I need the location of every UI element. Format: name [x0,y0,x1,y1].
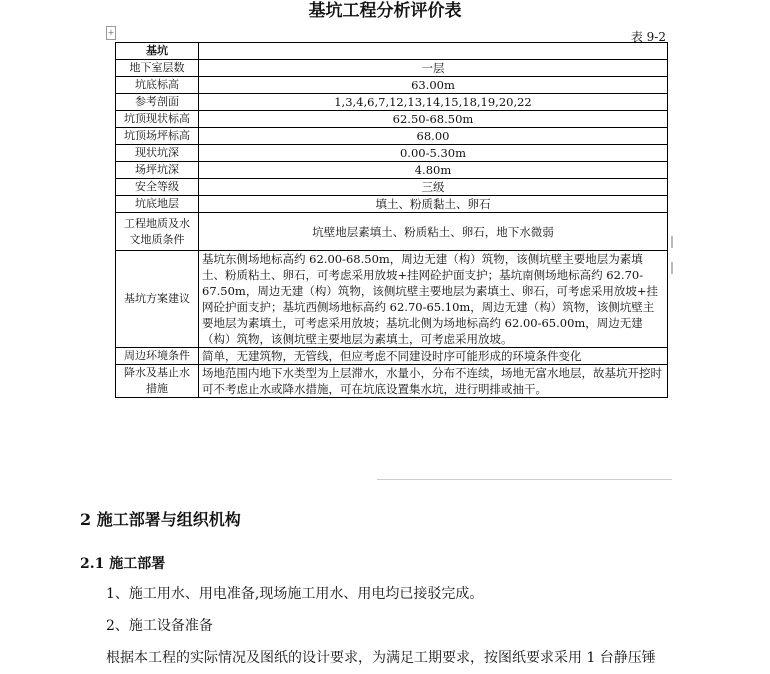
table-row [116,111,668,128]
table-row [116,77,668,94]
subsection-heading: 2.1 施工部署 [80,556,166,572]
table-row [116,179,668,196]
paragraph: 2、施工设备准备 [106,618,213,634]
table-row [116,251,668,348]
paragraph: 1、施工用水、用电准备,现场施工用水、用电均已接驳完成。 [106,586,484,602]
table-row [116,60,668,77]
table-row [116,348,668,365]
table-row [116,94,668,111]
row-value: 68.00 [199,128,668,145]
paragraph: 根据本工程的实际情况及图纸的设计要求，为满足工期要求，按图纸要求采用 1 台静压锤 [106,650,656,666]
row-value: 简单，无建筑物，无管线，但应考虑不同建设时序可能形成的环境条件变化 [199,348,668,365]
row-label: 坑顶现状标高 [116,111,199,128]
table-header-value [199,43,668,60]
row-label: 现状坑深 [116,145,199,162]
row-value: 基坑东侧场地标高约 62.00-68.50m，周边无建（构）筑物，该侧坑壁主要地层为素填土、粉质粘土、卵石，可考虑采用放坡+挂网砼护面支护；基坑南侧场地标高约 62.70-67.50m，周边无建（构）筑物，该侧坑壁主要地层为素填土、卵石，可考虑采用放坡+挂网砼护面支护；基坑西侧场地标高约 62.70-65.10m，周边无建（构）筑物，该侧坑壁主要地层为素填土，可考虑采用放坡；基坑北侧为场地标高约 62.00-65.00m，周边无建（构）筑物，该侧坑壁主要地层为素填土，可考虑采用放坡。 [199,251,668,348]
row-value: 0.00-5.30m [199,145,668,162]
row-label: 降水及基止水措施 [116,365,199,398]
row-value: 三级 [199,179,668,196]
row-label: 周边环境条件 [116,348,199,365]
row-value: 一层 [199,60,668,77]
row-label: 安全等级 [116,179,199,196]
section-heading: 2 施工部署与组织机构 [80,510,241,529]
row-label: 参考剖面 [116,94,199,111]
row-label: 场坪坑深 [116,162,199,179]
document-title: 基坑工程分析评价表 [308,1,462,21]
row-value: 坑壁地层素填土、粉质粘土、卵石，地下水微弱 [199,213,668,251]
row-value: 63.00m [199,77,668,94]
table-row [116,196,668,213]
row-value: 1,3,4,6,7,12,13,14,15,18,19,20,22 [199,94,668,111]
row-label: 工程地质及水文地质条件 [116,213,199,251]
table-row [116,162,668,179]
table-resize-handle[interactable] [377,479,672,488]
table-row [116,43,668,60]
row-label: 地下室层数 [116,60,199,77]
row-value: 场地范围内地下水类型为上层滞水，水量小，分布不连续，场地无富水地层，故基坑开挖时可不考虑止水或降水措施，可在坑底设置集水坑，进行明排或抽干。 [199,365,668,398]
row-label: 坑底地层 [116,196,199,213]
row-value: 填土、粉质黏土、卵石 [199,196,668,213]
row-label: 基坑方案建议 [116,251,199,348]
row-label: 坑顶场坪标高 [116,128,199,145]
table-number: 表 9-2 [630,30,666,44]
scroll-mark [671,262,673,274]
table-row [116,128,668,145]
table-row [116,365,668,398]
row-label: 坑底标高 [116,77,199,94]
table-row [116,213,668,251]
table-anchor-icon[interactable]: + [106,26,116,40]
row-value: 62.50-68.50m [199,111,668,128]
table-row [116,145,668,162]
table-header-cell: 基坑 [116,43,199,60]
analysis-table [115,42,668,398]
row-value: 4.80m [199,162,668,179]
scroll-mark [671,236,673,248]
